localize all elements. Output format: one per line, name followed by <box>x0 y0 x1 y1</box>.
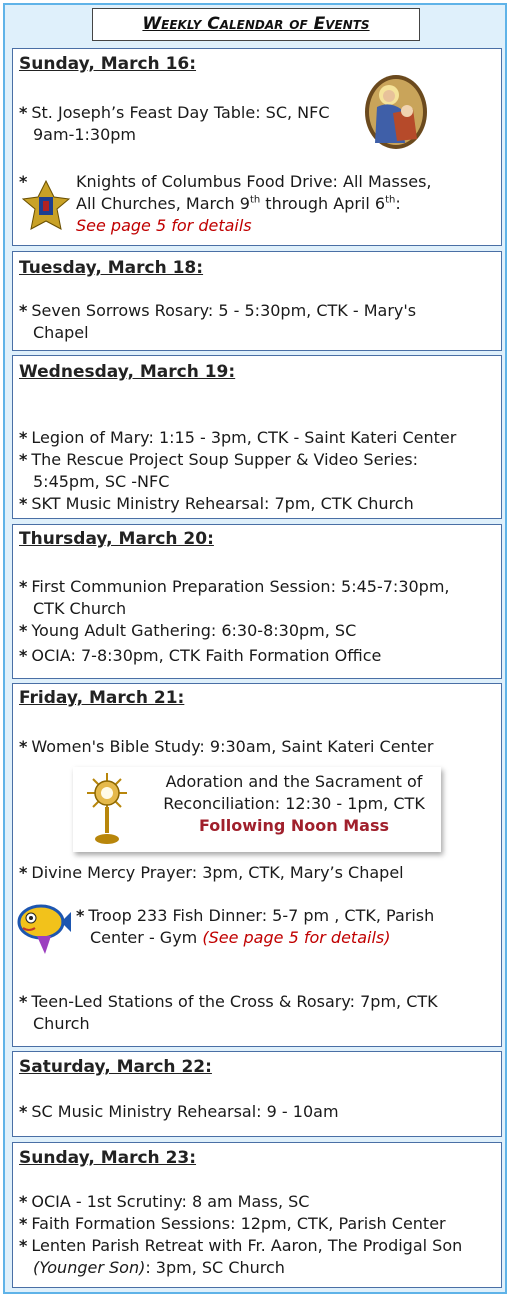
event-text-cont: (Younger Son) <box>33 1258 146 1277</box>
event-text: Knights of Columbus Food Drive: All Masses, <box>76 172 432 191</box>
bullet: * <box>19 494 28 513</box>
day-box-friday-march-21 <box>12 683 502 1047</box>
event-text-cont: 5:45pm, SC -NFC <box>33 472 170 491</box>
event-text: Teen-Led Stations of the Cross & Rosary: 7pm, CTK <box>31 992 438 1011</box>
calendar-title: Weekly Calendar of Events <box>92 8 420 41</box>
bullet: * <box>19 103 28 122</box>
day-box-sunday-march-23 <box>12 1142 502 1288</box>
event-item <box>76 905 434 949</box>
bullet: * <box>19 1192 28 1211</box>
event-text: : <box>395 194 401 213</box>
event-text-cont: Church <box>33 1014 90 1033</box>
bullet: * <box>19 737 28 756</box>
event-item <box>76 171 431 237</box>
event-text: Seven Sorrows Rosary: 5 - 5:30pm, CTK - Mary's <box>31 301 417 320</box>
event-text: St. Joseph’s Feast Day Table: SC, NFC <box>31 103 330 122</box>
day-box-thursday-march-20 <box>12 524 502 679</box>
day-heading: Friday, March 21: <box>19 688 185 708</box>
fish-icon <box>15 900 73 956</box>
day-box-wednesday-march-19 <box>12 355 502 519</box>
bullet: * <box>19 577 28 596</box>
bullet: * <box>19 428 28 447</box>
event-text: Divine Mercy Prayer: 3pm, CTK, Mary’s Chapel <box>31 863 404 882</box>
event-text: OCIA: 7-8:30pm, CTK Faith Formation Office <box>31 646 382 665</box>
event-text: First Communion Preparation Session: 5:45-7:30pm, <box>31 577 450 596</box>
adoration-emphasis: Following Noon Mass <box>198 816 389 835</box>
event-text: SC Music Ministry Rehearsal: 9 - 10am <box>31 1102 339 1121</box>
day-box-tuesday-march-18 <box>12 251 502 351</box>
event-item <box>19 300 416 344</box>
event-item <box>19 427 456 515</box>
bullet: * <box>76 906 85 925</box>
see-page-link[interactable]: (See page 5 for details) <box>202 928 391 947</box>
event-item <box>19 736 433 758</box>
event-text: Lenten Parish Retreat with Fr. Aaron, The Prodigal Son <box>31 1236 463 1255</box>
event-text-cont: Center - Gym <box>90 928 203 947</box>
event-item <box>19 862 404 884</box>
event-text: Troop 233 Fish Dinner: 5-7 pm , CTK, Parish <box>88 906 435 925</box>
bullet: * <box>19 1236 28 1255</box>
event-text-cont: : 3pm, SC Church <box>145 1258 285 1277</box>
day-heading: Thursday, March 20: <box>19 529 214 549</box>
bullet: * <box>19 1102 28 1121</box>
event-text: OCIA - 1st Scrutiny: 8 am Mass, SC <box>31 1192 310 1211</box>
event-item <box>19 1101 339 1123</box>
adoration-text <box>149 771 439 837</box>
bullet: * <box>19 450 28 469</box>
event-text: Women's Bible Study: 9:30am, Saint Kateri Center <box>31 737 434 756</box>
see-page-link[interactable]: See page 5 for details <box>76 216 252 235</box>
bullet: * <box>19 646 28 665</box>
day-heading: Wednesday, March 19: <box>19 362 236 382</box>
day-heading: Sunday, March 23: <box>19 1148 197 1168</box>
day-heading: Sunday, March 16: <box>19 54 197 74</box>
bullet: * <box>19 863 28 882</box>
st-joseph-image <box>363 73 429 151</box>
day-heading: Tuesday, March 18: <box>19 258 204 278</box>
event-text: All Churches, March 9 <box>76 194 250 213</box>
event-text: Young Adult Gathering: 6:30-8:30pm, SC <box>31 621 357 640</box>
bullet: * <box>19 172 28 191</box>
adoration-line: Adoration and the Sacrament of <box>165 772 423 791</box>
event-text: SKT Music Ministry Rehearsal: 7pm, CTK Church <box>31 494 414 513</box>
bullet: * <box>19 621 28 640</box>
event-item <box>19 991 438 1035</box>
adoration-callout <box>73 767 441 852</box>
event-text-cont: CTK Church <box>33 599 127 618</box>
superscript: th <box>385 194 396 206</box>
monstrance-icon <box>77 769 137 849</box>
event-item <box>19 171 31 193</box>
event-text-cont: 9am-1:30pm <box>33 125 137 144</box>
event-item <box>19 1191 462 1279</box>
adoration-line: Reconciliation: 12:30 - 1pm, CTK <box>163 794 425 813</box>
event-text: The Rescue Project Soup Supper & Video Series: <box>31 450 419 469</box>
day-box-saturday-march-22 <box>12 1051 502 1137</box>
event-text: Faith Formation Sessions: 12pm, CTK, Parish Center <box>31 1214 446 1233</box>
bullet: * <box>19 992 28 1011</box>
event-item <box>19 102 330 146</box>
superscript: th <box>249 194 261 206</box>
event-text-cont: Chapel <box>33 323 89 342</box>
event-item <box>19 576 450 667</box>
day-box-sunday-march-16 <box>12 48 502 246</box>
bullet: * <box>19 1214 28 1233</box>
bullet: * <box>19 301 28 320</box>
event-text: through April 6 <box>260 194 386 213</box>
day-heading: Saturday, March 22: <box>19 1057 212 1077</box>
event-text: Legion of Mary: 1:15 - 3pm, CTK - Saint Kateri Center <box>31 428 457 447</box>
